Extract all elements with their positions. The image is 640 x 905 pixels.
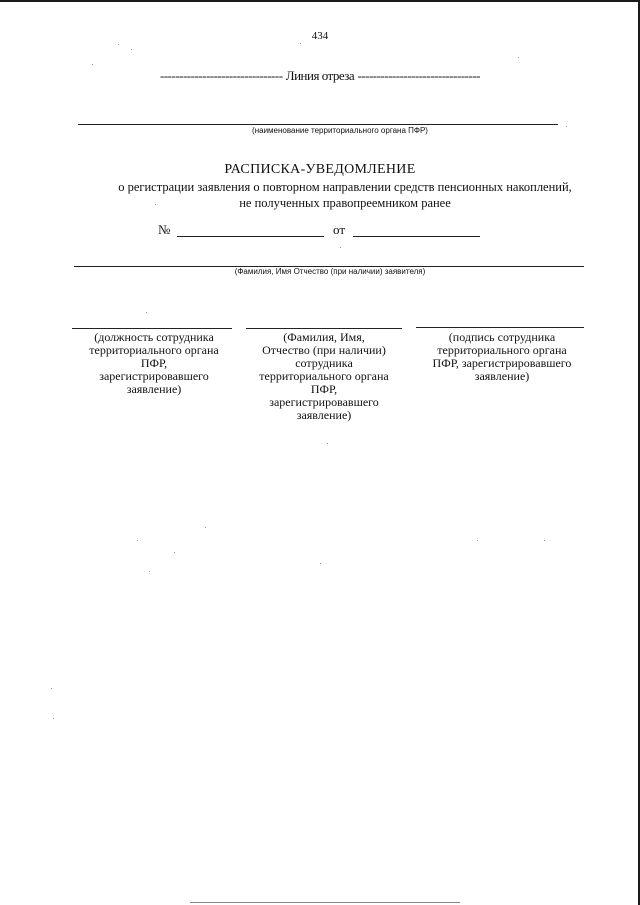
authority-caption: (наименование территориального органа ПФР) xyxy=(252,126,428,135)
scan-speck xyxy=(300,43,301,44)
cut-line-right-dashes: -------------------------------- xyxy=(357,68,480,83)
cut-line xyxy=(0,68,640,84)
cut-line-left-dashes: -------------------------------- xyxy=(160,68,283,83)
scan-speck xyxy=(149,571,150,572)
scan-speck xyxy=(320,563,321,564)
scan-speck xyxy=(155,204,156,205)
date-label: от xyxy=(333,222,346,237)
subtitle-line-2: не полученных правопреемником ранее xyxy=(239,196,451,210)
applicant-caption: (Фамилия, Имя Отчество (при наличии) заявителя) xyxy=(234,267,426,276)
scan-speck xyxy=(174,552,175,553)
scan-speck xyxy=(544,540,545,541)
scan-speck xyxy=(205,527,206,528)
subtitle-line-1: о регистрации заявления о повторном направлении средств пенсионных накоплений, xyxy=(118,180,572,194)
scan-speck xyxy=(92,64,93,65)
scan-speck xyxy=(146,312,147,313)
scan-border-top xyxy=(0,0,640,2)
document-title: РАСПИСКА-УВЕДОМЛЕНИЕ xyxy=(224,162,416,177)
employee-name-caption: (Фамилия, Имя, Отчество (при наличии) сотрудника территориального органа ПФР, зарегистрировавшего заявление) xyxy=(259,330,389,422)
scan-speck xyxy=(131,49,132,50)
date-field-line xyxy=(353,236,480,237)
document-subtitle xyxy=(0,179,640,211)
scan-speck xyxy=(477,540,478,541)
scan-speck xyxy=(566,126,567,127)
scan-speck xyxy=(53,718,54,719)
signature-caption: (подпись сотрудника территориального органа ПФР, зарегистрировавшего заявление) xyxy=(432,330,572,383)
cut-line-label: Линия отреза xyxy=(285,68,355,83)
position-caption: (должность сотрудника территориального органа ПФР, зарегистрировавшего заявление) xyxy=(89,330,219,396)
scan-border-bottom xyxy=(190,902,460,903)
scan-speck xyxy=(51,688,52,689)
position-signature-line xyxy=(72,328,232,329)
number-label: № xyxy=(158,222,171,237)
scan-speck xyxy=(327,443,328,444)
number-field-line xyxy=(177,236,324,237)
scan-speck xyxy=(137,540,138,541)
scan-speck xyxy=(340,247,341,248)
authority-name-line xyxy=(78,124,558,125)
scan-speck xyxy=(518,57,519,58)
page-number: 434 xyxy=(311,30,329,42)
scan-speck xyxy=(118,44,119,45)
employee-name-signature-line xyxy=(246,328,402,329)
employee-signature-line xyxy=(416,327,584,328)
